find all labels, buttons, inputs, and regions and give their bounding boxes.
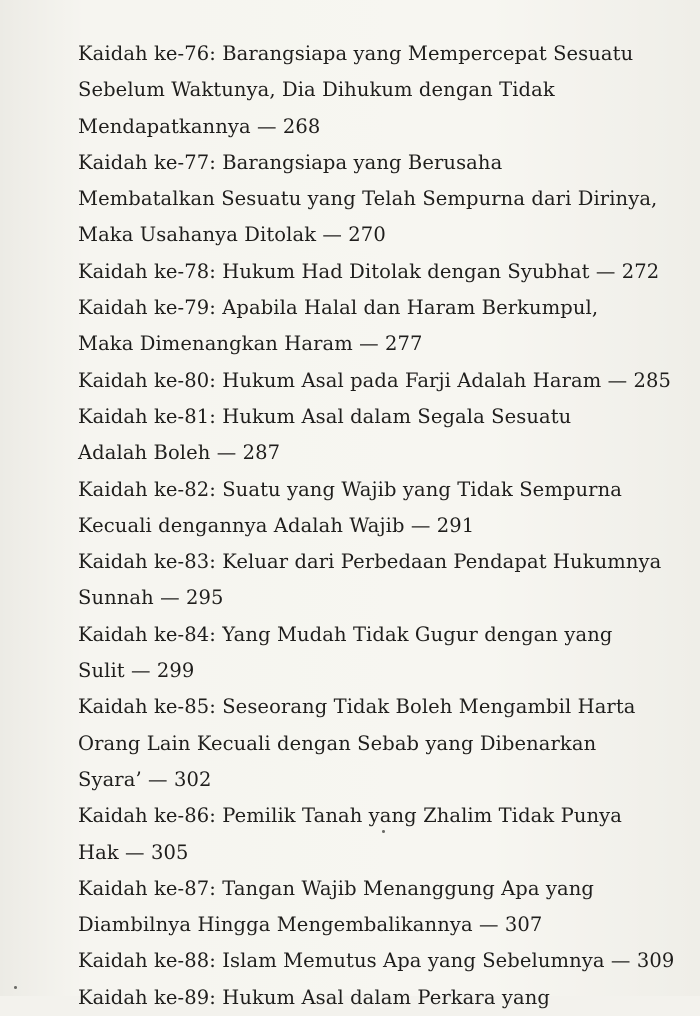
toc-line: Maka Usahanya Ditolak — 270 xyxy=(78,223,386,247)
toc-line: Sebelum Waktunya, Dia Dihukum dengan Tidak xyxy=(78,78,555,102)
toc-line: Kaidah ke-76: Barangsiapa yang Mempercepat Sesuatu xyxy=(78,42,634,65)
toc-line: Kaidah ke-77: Barangsiapa yang Berusaha xyxy=(78,150,503,174)
toc-line: Sulit — 299 xyxy=(78,659,195,683)
toc-line: Kaidah ke-79: Apabila Halal dan Haram Berkumpul, xyxy=(78,296,599,320)
toc-line: Kaidah ke-84: Yang Mudah Tidak Gugur dengan yang xyxy=(78,622,613,646)
toc-line: Orang Lain Kecuali dengan Sebab yang Dibenarkan xyxy=(78,731,597,755)
toc-line: Mendapatkannya — 268 xyxy=(78,114,321,138)
toc-line: Kaidah ke-85: Seseorang Tidak Boleh Mengambil Harta xyxy=(78,695,636,719)
toc-line: Hak — 305 xyxy=(78,840,189,864)
toc-line: Syara’ — 302 xyxy=(78,767,212,791)
toc-line: Kaidah ke-78: Hukum Had Ditolak dengan Syubhat — 272 xyxy=(78,259,660,283)
toc-line: Maka Dimenangkan Haram — 277 xyxy=(78,332,423,356)
toc-line: Kaidah ke-80: Hukum Asal pada Farji Adalah Haram — 285 xyxy=(78,368,672,392)
toc-line: Kaidah ke-87: Tangan Wajib Menanggung Apa yang xyxy=(78,876,594,900)
toc-line: Kaidah ke-83: Keluar dari Perbedaan Pendapat Hukumnya xyxy=(78,550,662,574)
toc-line: Sunnah — 295 xyxy=(78,586,224,610)
toc-line: Membatalkan Sesuatu yang Telah Sempurna dari Dirinya, xyxy=(78,187,658,211)
toc-line: Kaidah ke-89: Hukum Asal dalam Perkara yang xyxy=(78,985,550,1009)
toc-line: Kaidah ke-82: Suatu yang Wajib yang Tidak Sempurna xyxy=(78,477,622,501)
toc-line: Kaidah ke-81: Hukum Asal dalam Segala Sesuatu xyxy=(78,404,572,428)
paper-speck xyxy=(382,830,385,833)
toc-line: Kaidah ke-88: Islam Memutus Apa yang Sebelumnya — 309 xyxy=(78,949,675,973)
toc-line: Kecuali dengannya Adalah Wajib — 291 xyxy=(78,513,475,537)
toc-line: Diambilnya Hingga Mengembalikannya — 307 xyxy=(78,913,543,937)
table-of-contents xyxy=(78,36,678,1016)
toc-line: Adalah Boleh — 287 xyxy=(78,441,281,465)
toc-line: Kaidah ke-86: Pemilik Tanah yang Zhalim Tidak Punya xyxy=(78,804,623,828)
paper-speck xyxy=(14,986,17,989)
